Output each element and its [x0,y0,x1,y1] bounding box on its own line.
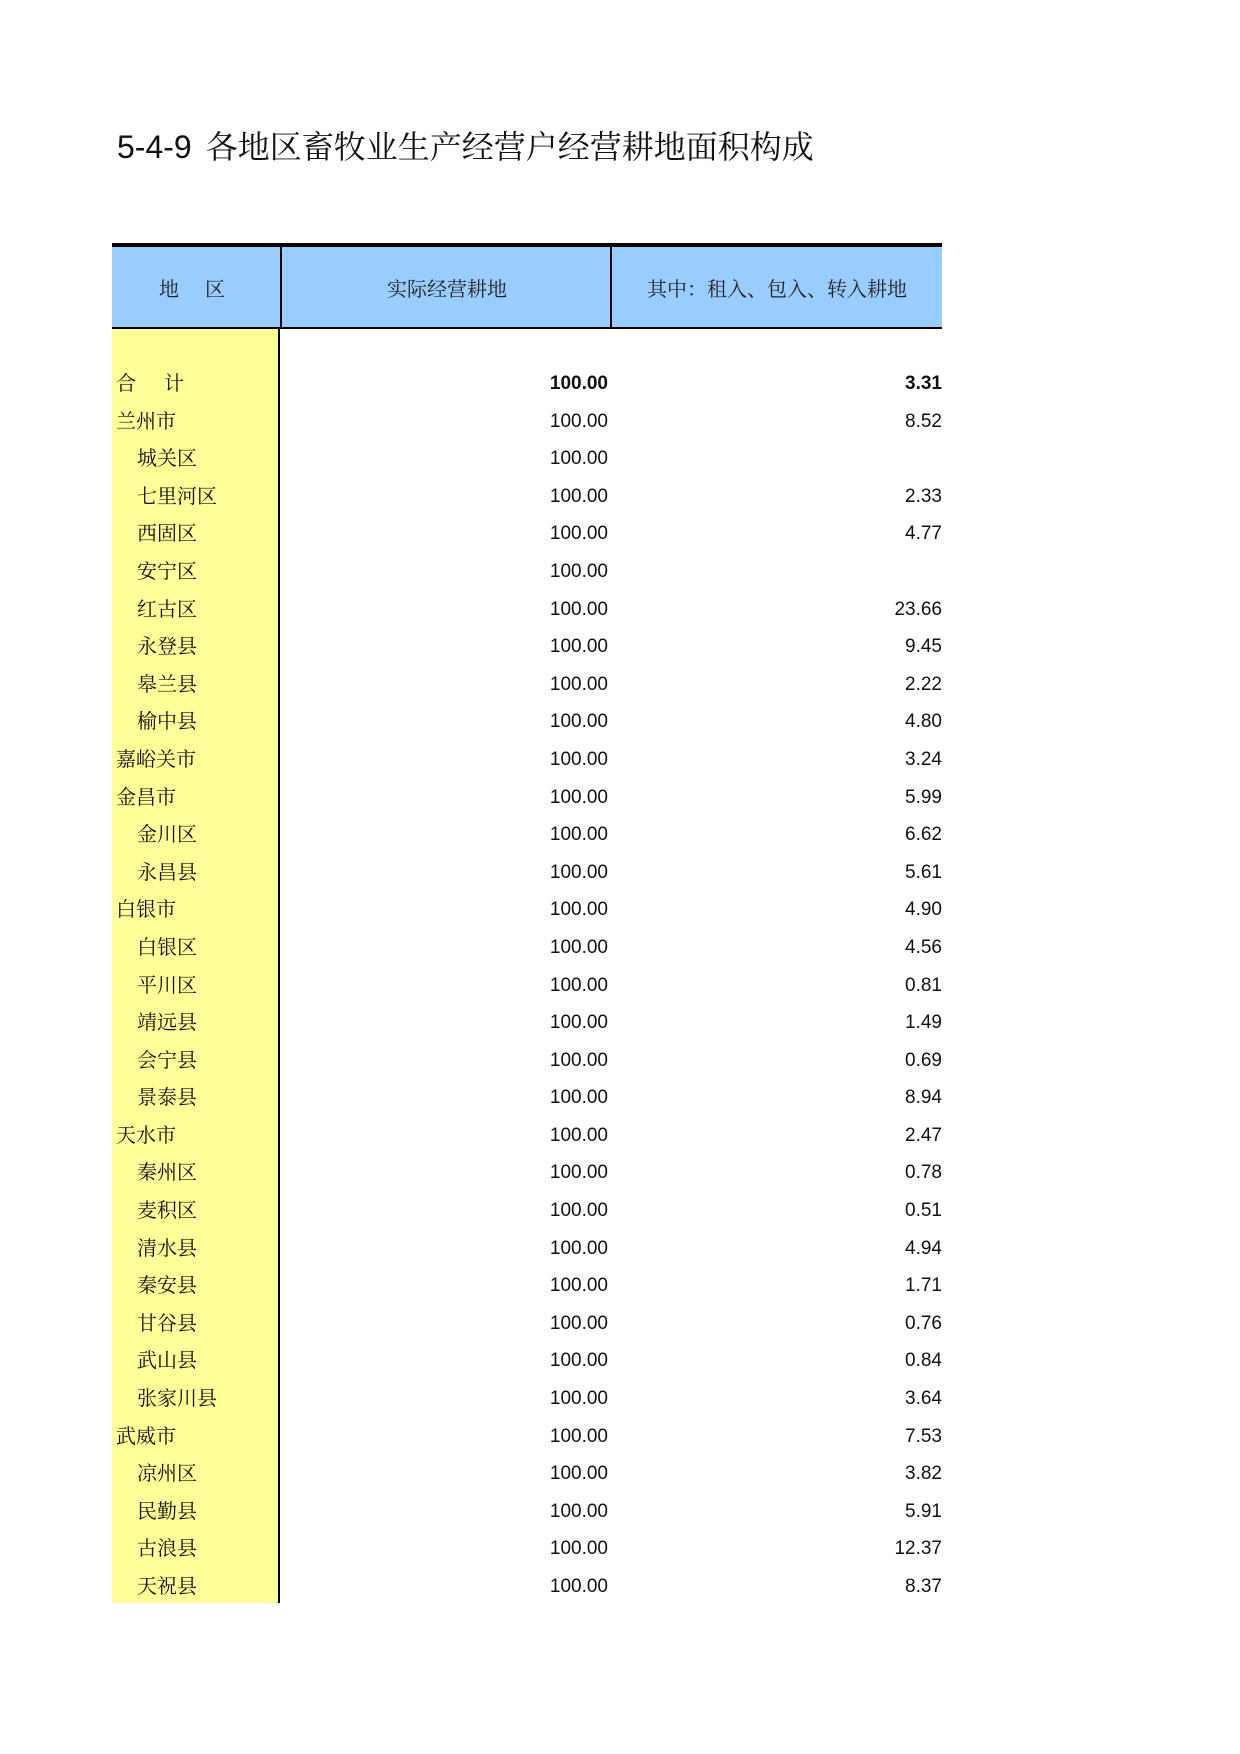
row-rented-value: 5.61 [905,861,942,883]
row-actual-value: 100.00 [549,410,608,432]
table-title-text: 各地区畜牧业生产经营户经营耕地面积构成 [205,128,814,166]
table-row [112,854,942,892]
row-rented-value: 8.37 [905,1576,942,1597]
row-rented-value: 0.69 [905,1049,942,1071]
row-actual-value: 100.00 [549,1200,608,1222]
table-row [112,515,942,553]
table-row [112,1380,942,1418]
row-region: 会宁县 [137,1047,197,1072]
table-row [112,1230,942,1268]
table-row [112,440,942,478]
table-row [112,891,942,929]
table-row [112,816,942,854]
row-region: 武山县 [137,1348,197,1373]
row-region: 甘谷县 [137,1310,197,1335]
row-actual-value: 100.00 [549,936,608,958]
row-rented-value: 3.24 [905,748,942,770]
row-actual-value: 100.00 [549,711,608,733]
row-rented-value: 1.49 [905,1012,942,1034]
table-row [112,967,942,1005]
row-rented-value: 0.84 [905,1350,942,1372]
row-actual-value: 100.00 [549,560,608,582]
row-region: 城关区 [137,446,197,471]
row-region: 白银区 [137,934,197,959]
table-row [112,591,942,629]
row-region: 麦积区 [137,1198,197,1223]
row-region: 皋兰县 [137,671,197,696]
row-rented-value: 2.47 [905,1124,942,1146]
row-region: 秦安县 [137,1273,197,1298]
table-row [112,1042,942,1080]
row-region: 天水市 [116,1122,176,1147]
row-actual-value: 100.00 [549,748,608,770]
row-actual-value: 100.00 [549,1425,608,1447]
row-region: 红古区 [137,596,197,621]
table-row [112,1117,942,1155]
table-row [112,628,942,666]
table-row [112,1418,942,1456]
table-row [112,365,942,403]
row-rented-value: 8.52 [905,410,942,432]
row-rented-value: 2.22 [905,673,942,695]
row-rented-value: 8.94 [905,1087,942,1109]
row-actual-value: 100.00 [549,1350,608,1372]
row-rented-value: 23.66 [894,598,942,620]
row-region: 张家川县 [137,1386,217,1411]
row-actual-value: 100.00 [549,1162,608,1184]
row-region: 七里河区 [137,483,217,508]
row-region: 景泰县 [137,1085,197,1110]
row-actual-value: 100.00 [549,1124,608,1146]
table-row [112,1493,942,1531]
table-row [112,478,942,516]
table-row [112,1004,942,1042]
row-rented-value: 3.82 [905,1463,942,1485]
row-rented-value: 12.37 [894,1538,942,1560]
row-region: 平川区 [137,972,197,997]
row-actual-value: 100.00 [549,1388,608,1410]
table-row [112,1154,942,1192]
row-region: 西固区 [137,521,197,546]
header-region: 地区 [159,276,251,301]
table-row [112,1267,942,1305]
row-actual-value: 100.00 [549,673,608,695]
table-header [112,247,942,329]
row-actual-value: 100.00 [549,1576,608,1597]
table-row [112,1192,942,1230]
row-actual-value: 100.00 [549,1538,608,1560]
row-actual-value: 100.00 [549,448,608,470]
table-row [112,741,942,779]
row-rented-value: 6.62 [905,824,942,846]
table-row [112,1568,942,1606]
row-rented-value: 5.91 [905,1500,942,1522]
table-row [112,1342,942,1380]
table-row [112,1455,942,1493]
table-row [112,1305,942,1343]
row-region: 安宁区 [137,558,197,583]
row-rented-value: 0.81 [905,974,942,996]
row-region: 靖远县 [137,1010,197,1035]
row-region: 嘉峪关市 [116,746,196,771]
row-actual-value: 100.00 [549,1275,608,1297]
row-actual-value: 100.00 [549,861,608,883]
row-actual-value: 100.00 [549,1463,608,1485]
row-region: 秦州区 [137,1160,197,1185]
header-rented-farmland: 其中：租入、包入、转入耕地 [610,247,942,327]
row-actual-value: 100.00 [549,1312,608,1334]
row-rented-value: 4.94 [905,1237,942,1259]
row-actual-value: 100.00 [549,373,608,394]
row-actual-value: 100.00 [549,485,608,507]
row-actual-value: 100.00 [549,598,608,620]
row-rented-value: 3.31 [905,373,942,394]
header-actual-farmland: 实际经营耕地 [280,247,612,327]
row-region: 凉州区 [137,1461,197,1486]
row-actual-value: 100.00 [549,1237,608,1259]
row-region: 金昌市 [116,784,176,809]
row-actual-value: 100.00 [549,1049,608,1071]
row-actual-value: 100.00 [549,1012,608,1034]
row-region: 白银市 [116,897,176,922]
table-row [112,403,942,441]
row-actual-value: 100.00 [549,899,608,921]
row-region: 合计 [116,371,212,395]
row-rented-value: 0.51 [905,1200,942,1222]
row-actual-value: 100.00 [549,974,608,996]
row-region: 古浪县 [137,1536,197,1561]
row-region: 兰州市 [116,408,176,433]
page-title [117,122,814,168]
table-row [112,666,942,704]
row-region: 金川区 [137,822,197,847]
row-actual-value: 100.00 [549,636,608,658]
row-region: 民勤县 [137,1498,197,1523]
row-region: 清水县 [137,1235,197,1260]
row-rented-value: 1.71 [905,1275,942,1297]
row-rented-value: 0.76 [905,1312,942,1334]
row-actual-value: 100.00 [549,786,608,808]
row-rented-value: 4.90 [905,899,942,921]
table-row [112,1530,942,1568]
table-row [112,779,942,817]
table-row [112,1079,942,1117]
row-region: 武威市 [116,1423,176,1448]
row-actual-value: 100.00 [549,1087,608,1109]
table-row [112,553,942,591]
row-region: 永登县 [137,634,197,659]
row-region: 榆中县 [137,709,197,734]
row-rented-value: 2.33 [905,485,942,507]
table-row [112,929,942,967]
row-rented-value: 4.56 [905,936,942,958]
row-region: 永昌县 [137,859,197,884]
row-region: 天祝县 [137,1574,197,1598]
row-rented-value: 7.53 [905,1425,942,1447]
row-rented-value: 0.78 [905,1162,942,1184]
row-rented-value: 4.80 [905,711,942,733]
row-rented-value: 9.45 [905,636,942,658]
table-body [112,365,942,1606]
row-rented-value: 4.77 [905,523,942,545]
row-rented-value: 5.99 [905,786,942,808]
table-number: 5-4-9 [117,129,192,165]
row-actual-value: 100.00 [549,824,608,846]
row-rented-value: 3.64 [905,1388,942,1410]
row-actual-value: 100.00 [549,1500,608,1522]
table-row [112,703,942,741]
row-actual-value: 100.00 [549,523,608,545]
